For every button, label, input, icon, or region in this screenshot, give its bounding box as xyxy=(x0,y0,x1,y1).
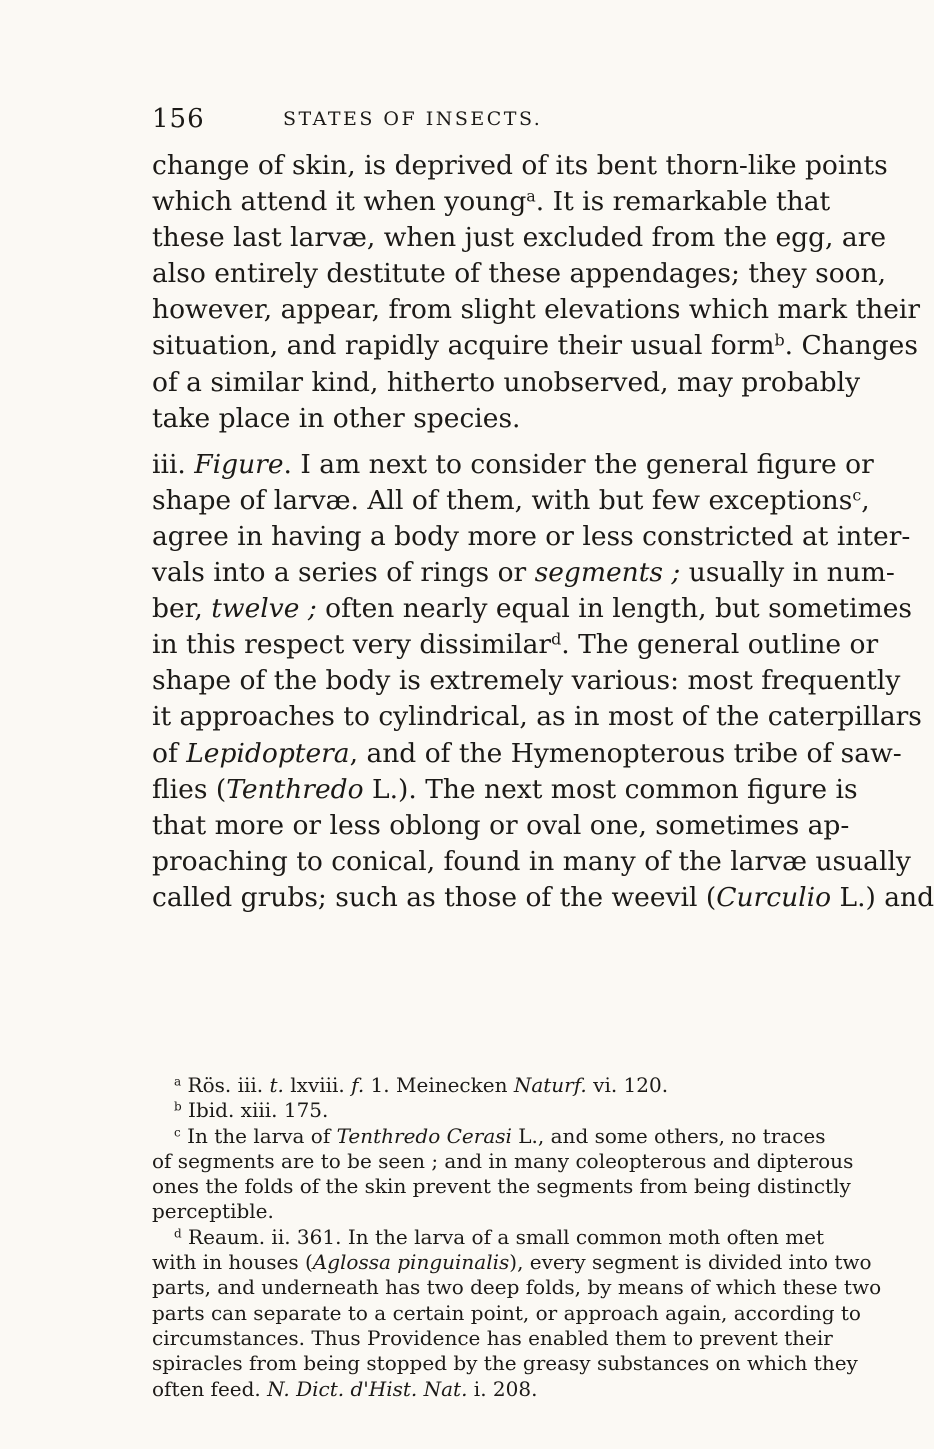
text-line: shape of the body is extremely various: most frequently xyxy=(152,665,901,697)
text-line: that more or less oblong or oval one, sometimes ap- xyxy=(152,809,850,841)
text-line: proaching to conical, found in many of the larvæ usually xyxy=(152,845,911,877)
paragraph xyxy=(152,148,921,437)
footnote-line: spiracles from being stopped by the greasy substances on which they xyxy=(152,1351,858,1376)
text-line: ber, twelve ; often nearly equal in length, but sometimes xyxy=(152,593,912,625)
text-line: vals into a series of rings or segments ; usually in num- xyxy=(152,557,895,589)
text-line: in this respect very dissimilar$^d$. The general outline or xyxy=(152,629,879,661)
text-line: agree in having a body more or less constricted at inter- xyxy=(152,520,911,552)
text-line: it approaches to cylindrical, as in most of the caterpillars xyxy=(152,701,922,733)
running-title: STATES OF INSECTS. xyxy=(283,108,543,130)
text-line: situation, and rapidly acquire their usual form$^b$. Changes xyxy=(152,330,918,362)
text-line: iii. Figure. I am next to consider the general figure or xyxy=(152,448,874,480)
footnotes xyxy=(152,1073,882,1402)
text-line: of Lepidoptera, and of the Hymenopterous tribe of saw- xyxy=(152,737,902,769)
footnote-line: circumstances. Thus Providence has enabled them to prevent their xyxy=(152,1325,833,1350)
footnote-line: $^b$ Ibid. xiii. 175. xyxy=(174,1098,329,1123)
text-line: also entirely destitute of these appendages; they soon, xyxy=(152,258,887,290)
text-line: however, appear, from slight elevations which mark their xyxy=(152,294,921,326)
text-line: change of skin, is deprived of its bent thorn-like points xyxy=(152,150,888,181)
text-line: shape of larvæ. All of them, with but few exceptions$^c$, xyxy=(152,484,870,516)
page-number: 156 xyxy=(152,104,205,134)
text-line: take place in other species. xyxy=(152,402,521,434)
footnote-line: $^c$ In the larva of Tenthredo Cerasi L., and some others, no traces xyxy=(174,1123,826,1148)
footnote-line: often feed. N. Dict. d'Hist. Nat. i. 208. xyxy=(152,1376,538,1401)
text-line: of a similar kind, hitherto unobserved, may probably xyxy=(152,366,861,398)
footnote-line: of segments are to be seen ; and in many coleopterous and dipterous xyxy=(152,1148,854,1173)
text-line: called grubs; such as those of the weevil (Curculio L.) and xyxy=(152,881,934,913)
footnote-line: parts can separate to a certain point, or approach again, according to xyxy=(152,1300,861,1325)
paragraph xyxy=(152,447,934,916)
footnote-line: $^d$ Reaum. ii. 361. In the larva of a small common moth often met xyxy=(174,1224,825,1249)
text-line: flies (Tenthredo L.). The next most common figure is xyxy=(152,773,858,805)
footnote-line: parts, and underneath has two deep folds, by means of which these two xyxy=(152,1275,882,1300)
footnote-line: with in houses (Aglossa pinguinalis), every segment is divided into two xyxy=(152,1250,872,1275)
footnote-line: $^a$ Rös. iii. t. lxviii. f. 1. Meinecken Naturf. vi. 120. xyxy=(174,1073,669,1097)
footnote-line: perceptible. xyxy=(152,1199,274,1224)
text-line: these last larvæ, when just excluded from the egg, are xyxy=(152,222,887,254)
body-text xyxy=(152,148,934,916)
footnote-line: ones the folds of the skin prevent the segments from being distinctly xyxy=(152,1174,851,1199)
page-header xyxy=(152,104,652,144)
text-line: which attend it when young$^a$. It is remarkable that xyxy=(152,186,831,218)
